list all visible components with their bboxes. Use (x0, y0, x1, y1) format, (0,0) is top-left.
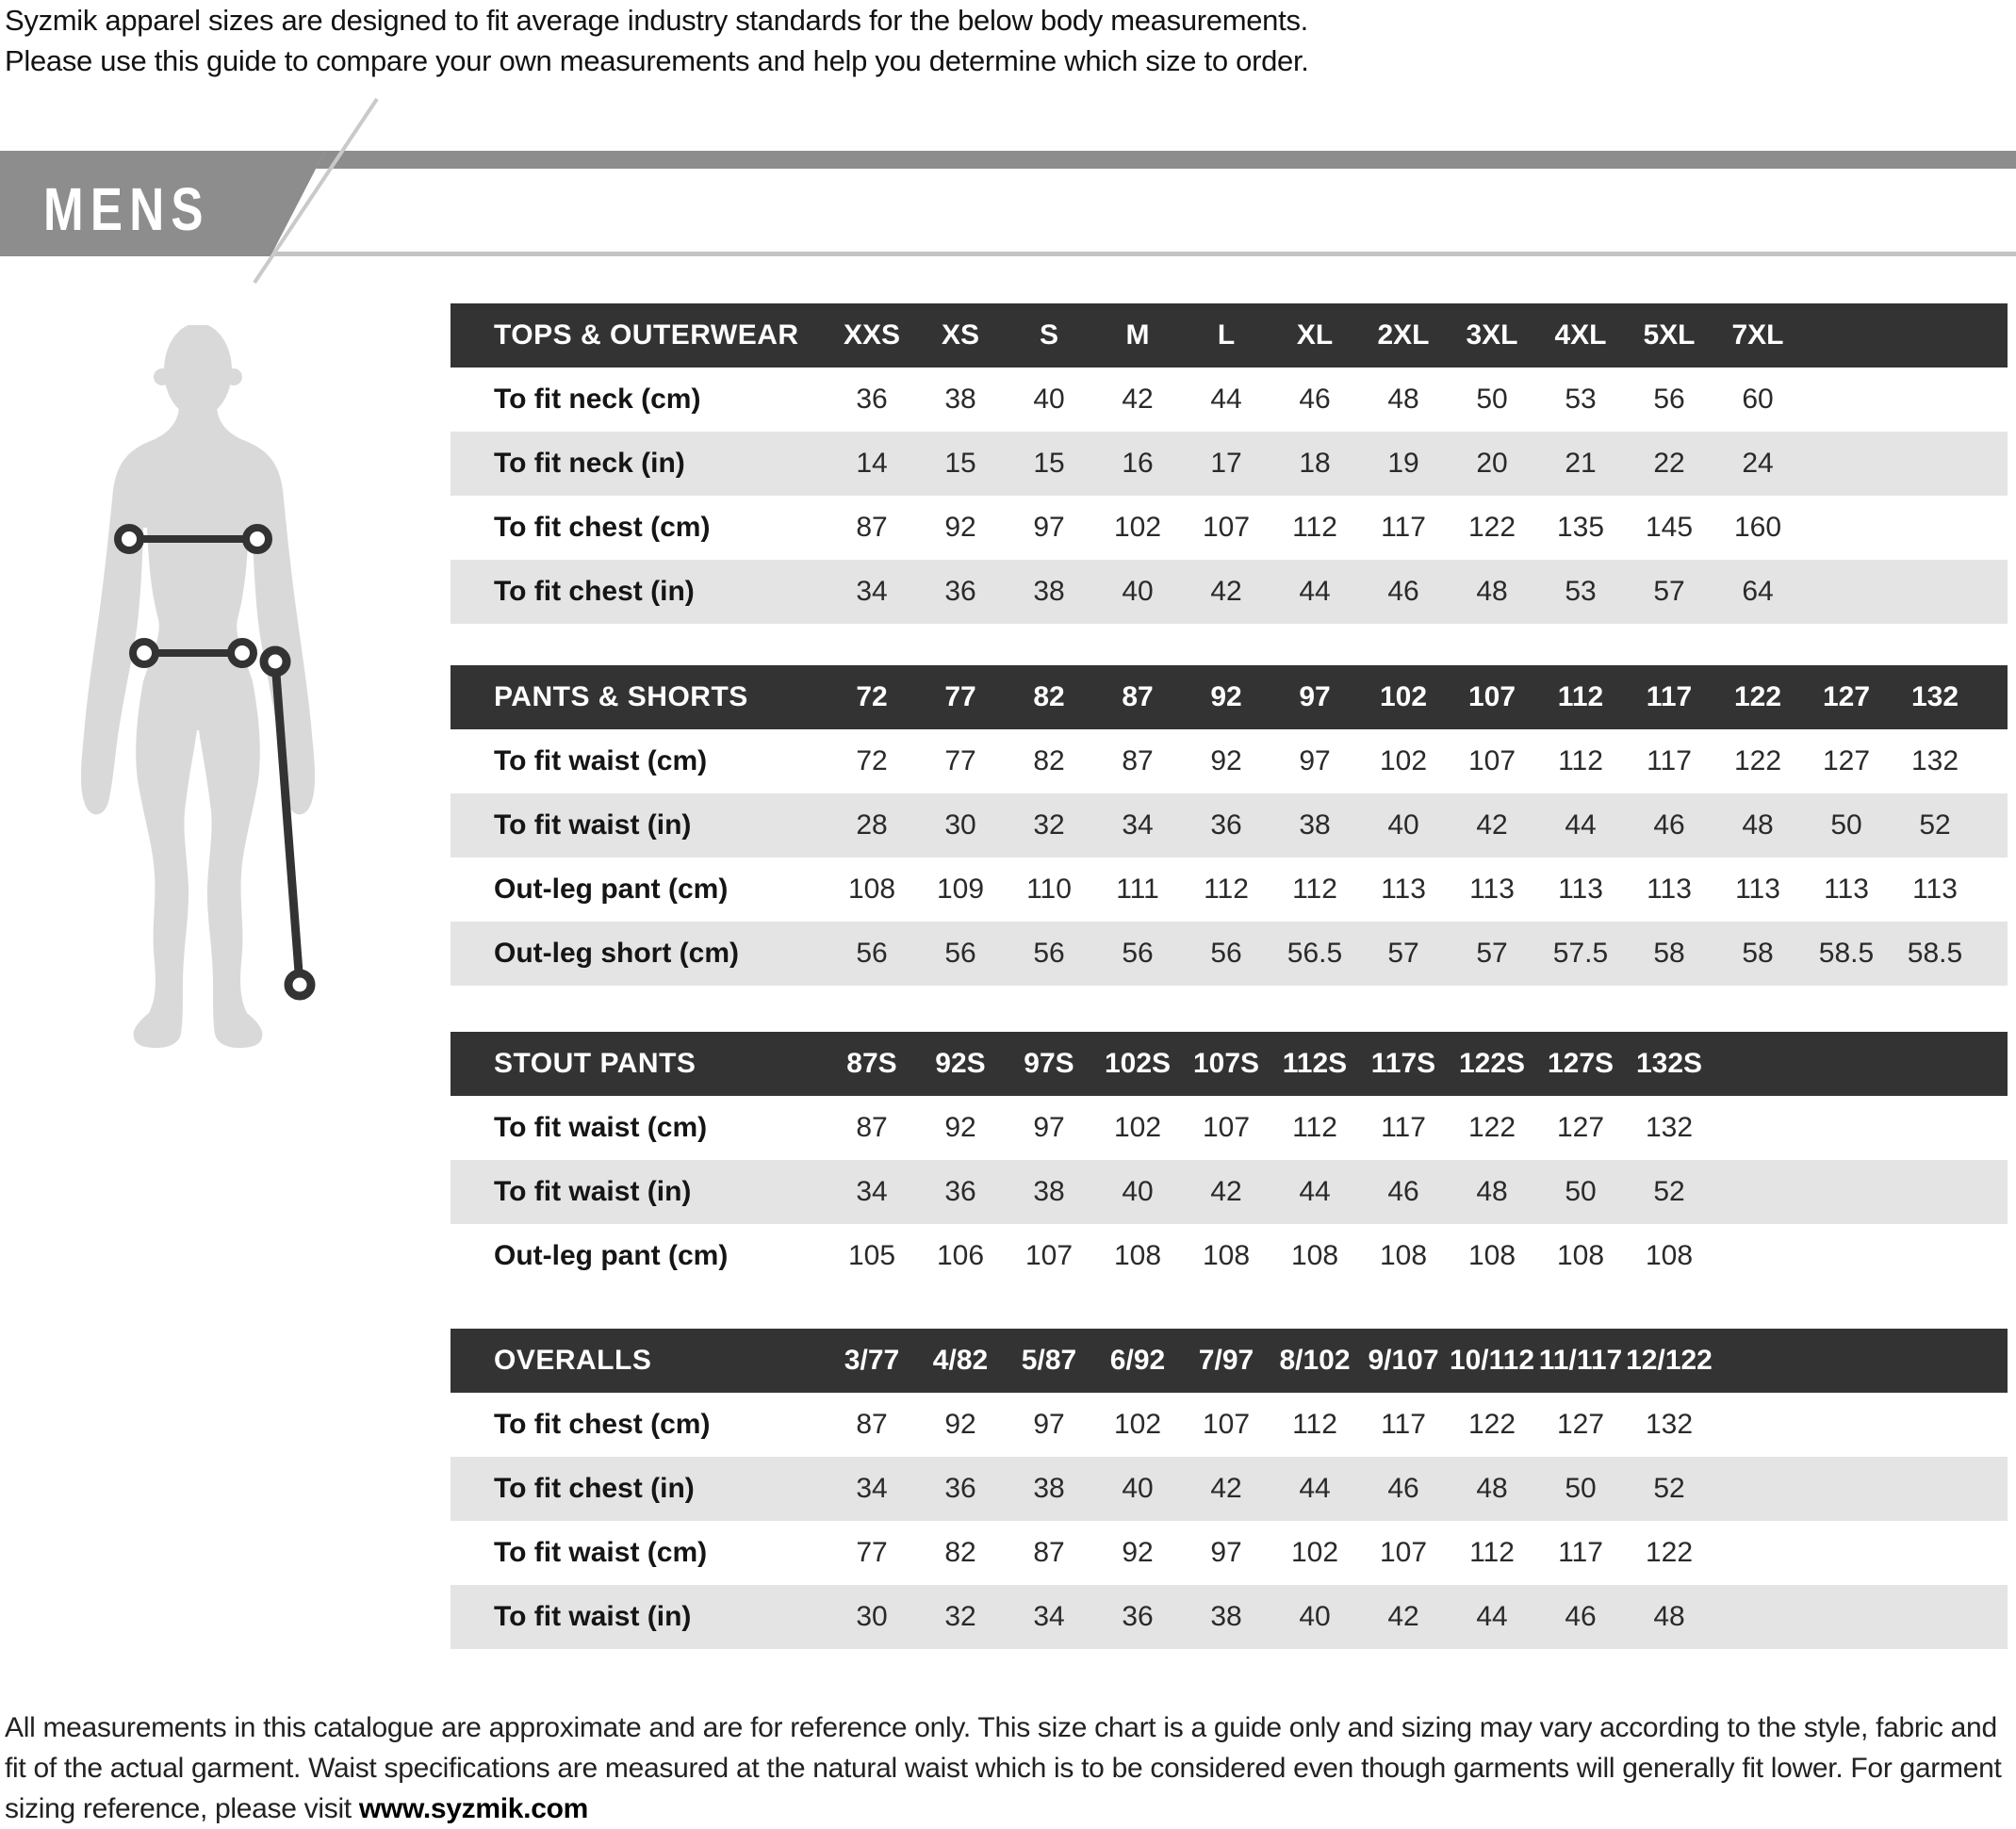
cell-value: 107 (1202, 1409, 1251, 1440)
cell-value: 112 (1469, 1537, 1515, 1568)
table-row (451, 496, 2008, 560)
cell-value: 77 (856, 1537, 888, 1568)
cell-value: 57 (1653, 576, 1685, 607)
cell-value: 44 (1299, 1176, 1331, 1207)
cell-value: 40 (1387, 809, 1419, 841)
table-title: PANTS & SHORTS (494, 681, 748, 712)
cell-value: 34 (856, 576, 888, 607)
row-label: Out-leg pant (cm) (494, 1240, 729, 1271)
table-row (451, 1585, 2008, 1649)
cell-value: 82 (944, 1537, 976, 1568)
cell-value: 122 (1467, 1409, 1516, 1440)
cell-value: 44 (1299, 576, 1331, 607)
size-table-pants-shorts (451, 665, 2008, 986)
cell-value: 50 (1476, 384, 1508, 415)
cell-value: 107 (1202, 512, 1251, 543)
column-header: 122 (1733, 681, 1782, 712)
cell-value: 127 (1556, 1112, 1605, 1143)
cell-value: 52 (1919, 809, 1951, 841)
cell-value: 87 (856, 1409, 888, 1440)
cell-value: 38 (1299, 809, 1331, 841)
column-header: 4XL (1554, 319, 1607, 351)
cell-value: 56 (1033, 938, 1065, 969)
table-row (451, 1096, 2008, 1160)
cell-value: 108 (1645, 1240, 1694, 1271)
column-header: 97S (1024, 1048, 1074, 1079)
cell-value: 122 (1733, 745, 1782, 776)
cell-value: 127 (1556, 1409, 1605, 1440)
size-table-overalls (451, 1329, 2008, 1649)
cell-value: 34 (856, 1473, 888, 1504)
table-row (451, 857, 2008, 922)
cell-value: 46 (1387, 1176, 1419, 1207)
column-header: L (1217, 319, 1236, 351)
cell-value: 122 (1645, 1537, 1694, 1568)
column-header: 117S (1370, 1048, 1436, 1079)
cell-value: 117 (1381, 512, 1426, 543)
row-label: To fit waist (in) (494, 1176, 692, 1207)
cell-value: 36 (944, 1176, 976, 1207)
cell-value: 40 (1299, 1601, 1331, 1632)
cell-value: 22 (1653, 448, 1685, 479)
size-table-stout-pants (451, 1032, 2008, 1288)
row-label: To fit waist (in) (494, 809, 692, 841)
disclaimer-body: All measurements in this catalogue are approximate and are for reference only. This size chart is a guide only and sizing may vary according to the style, fabric and fit of the actual garment. Waist specifications are measured at the natural waist which is to be considered even though garments will generally fit lower. For garment sizing reference, please visit (5, 1712, 2002, 1824)
cell-value: 108 (1556, 1240, 1605, 1271)
row-label: To fit chest (cm) (494, 512, 711, 543)
cell-value: 46 (1565, 1601, 1597, 1632)
cell-value: 87 (1033, 1537, 1065, 1568)
cell-value: 46 (1387, 576, 1419, 607)
cell-value: 56 (856, 938, 888, 969)
cell-value: 132 (1645, 1112, 1694, 1143)
column-header: 9/107 (1368, 1345, 1439, 1376)
cell-value: 56 (944, 938, 976, 969)
cell-value: 145 (1645, 512, 1694, 543)
cell-value: 42 (1210, 576, 1242, 607)
column-header: 7/97 (1198, 1345, 1254, 1376)
mens-banner-label: MENS (43, 175, 210, 243)
table-title: STOUT PANTS (494, 1048, 697, 1079)
cell-value: 97 (1033, 1409, 1065, 1440)
cell-value: 102 (1113, 512, 1162, 543)
column-header: M (1125, 319, 1150, 351)
cell-value: 50 (1830, 809, 1862, 841)
cell-value: 106 (936, 1240, 985, 1271)
cell-value: 38 (1033, 1176, 1065, 1207)
row-label: To fit neck (cm) (494, 384, 701, 415)
table-row (451, 1160, 2008, 1224)
cell-value: 113 (1469, 874, 1515, 905)
column-header: 132S (1635, 1048, 1703, 1079)
cell-value: 56.5 (1287, 938, 1343, 969)
column-header: 97 (1299, 681, 1331, 712)
cell-value: 92 (1210, 745, 1242, 776)
cell-value: 24 (1742, 448, 1774, 479)
cell-value: 108 (847, 874, 896, 905)
column-header: 4/82 (932, 1345, 989, 1376)
row-label: To fit waist (cm) (494, 1112, 708, 1143)
cell-value: 132 (1910, 745, 1959, 776)
cell-value: 160 (1733, 512, 1782, 543)
column-header: 107 (1467, 681, 1516, 712)
row-label: To fit chest (in) (494, 576, 695, 607)
cell-value: 113 (1912, 874, 1958, 905)
cell-value: 46 (1387, 1473, 1419, 1504)
cell-value: 72 (856, 745, 888, 776)
row-label: To fit waist (cm) (494, 1537, 708, 1568)
cell-value: 36 (1210, 809, 1242, 841)
cell-value: 40 (1122, 576, 1154, 607)
cell-value: 58.5 (1818, 938, 1875, 969)
cell-value: 113 (1647, 874, 1692, 905)
cell-value: 52 (1653, 1176, 1685, 1207)
cell-value: 48 (1476, 1176, 1508, 1207)
cell-value: 38 (1210, 1601, 1242, 1632)
cell-value: 38 (1033, 576, 1065, 607)
cell-value: 117 (1558, 1537, 1603, 1568)
cell-value: 111 (1116, 874, 1159, 905)
banner-bottom-line (270, 252, 2016, 256)
cell-value: 44 (1299, 1473, 1331, 1504)
cell-value: 113 (1558, 874, 1603, 905)
cell-value: 110 (1026, 874, 1072, 905)
cell-value: 44 (1565, 809, 1597, 841)
cell-value: 34 (1122, 809, 1154, 841)
table-row (451, 1521, 2008, 1585)
cell-value: 92 (944, 1409, 976, 1440)
table-row (451, 367, 2008, 432)
column-header: 82 (1033, 681, 1065, 712)
cell-value: 107 (1202, 1112, 1251, 1143)
table-header (451, 665, 2008, 729)
cell-value: 107 (1024, 1240, 1074, 1271)
cell-value: 44 (1210, 384, 1242, 415)
row-label: Out-leg short (cm) (494, 938, 739, 969)
cell-value: 108 (1379, 1240, 1428, 1271)
table-row (451, 729, 2008, 793)
column-header: 10/112 (1449, 1345, 1535, 1376)
cell-value: 102 (1379, 745, 1428, 776)
cell-value: 20 (1476, 448, 1508, 479)
cell-value: 18 (1299, 448, 1331, 479)
cell-value: 132 (1645, 1409, 1694, 1440)
cell-value: 122 (1467, 512, 1516, 543)
cell-value: 14 (856, 448, 888, 479)
cell-value: 15 (1033, 448, 1065, 479)
cell-value: 112 (1292, 1112, 1337, 1143)
cell-value: 17 (1210, 448, 1242, 479)
column-header: 5XL (1643, 319, 1696, 351)
cell-value: 21 (1565, 448, 1597, 479)
cell-value: 117 (1647, 745, 1692, 776)
cell-value: 42 (1210, 1176, 1242, 1207)
table-title: OVERALLS (494, 1345, 652, 1376)
cell-value: 102 (1113, 1409, 1162, 1440)
cell-value: 50 (1565, 1473, 1597, 1504)
column-header: 117 (1646, 681, 1693, 712)
row-label: Out-leg pant (cm) (494, 874, 729, 905)
column-header: 12/122 (1626, 1345, 1713, 1376)
column-header: XXS (843, 319, 901, 351)
cell-value: 28 (856, 809, 888, 841)
row-label: To fit neck (in) (494, 448, 685, 479)
table-header (451, 303, 2008, 367)
cell-value: 56 (1122, 938, 1154, 969)
cell-value: 92 (944, 512, 976, 543)
cell-value: 48 (1387, 384, 1419, 415)
cell-value: 127 (1822, 745, 1871, 776)
table-header (451, 1032, 2008, 1096)
cell-value: 50 (1565, 1176, 1597, 1207)
table-row (451, 793, 2008, 857)
cell-value: 105 (847, 1240, 896, 1271)
column-header: 102 (1379, 681, 1428, 712)
cell-value: 108 (1113, 1240, 1162, 1271)
cell-value: 117 (1381, 1409, 1426, 1440)
cell-value: 108 (1202, 1240, 1251, 1271)
column-header: 8/102 (1279, 1345, 1351, 1376)
column-header: 127 (1822, 681, 1871, 712)
table-row (451, 560, 2008, 624)
column-header: 7XL (1731, 319, 1784, 351)
table-title: TOPS & OUTERWEAR (494, 319, 799, 351)
cell-value: 15 (944, 448, 976, 479)
cell-value: 44 (1476, 1601, 1508, 1632)
cell-value: 30 (856, 1601, 888, 1632)
cell-value: 48 (1742, 809, 1774, 841)
cell-value: 56 (1210, 938, 1242, 969)
column-header: 112 (1557, 681, 1604, 712)
cell-value: 102 (1113, 1112, 1162, 1143)
cell-value: 87 (856, 1112, 888, 1143)
row-label: To fit waist (cm) (494, 745, 708, 776)
column-header: 72 (856, 681, 888, 712)
column-header: 92 (1210, 681, 1242, 712)
website-link: www.syzmik.com (358, 1793, 589, 1824)
cell-value: 19 (1387, 448, 1419, 479)
cell-value: 112 (1204, 874, 1249, 905)
cell-value: 48 (1476, 1473, 1508, 1504)
cell-value: 109 (936, 874, 985, 905)
cell-value: 38 (944, 384, 976, 415)
column-header: S (1039, 319, 1058, 351)
cell-value: 135 (1556, 512, 1605, 543)
cell-value: 32 (944, 1601, 976, 1632)
cell-value: 34 (856, 1176, 888, 1207)
size-table-tops-outerwear (451, 303, 2008, 624)
cell-value: 52 (1653, 1473, 1685, 1504)
intro-text (5, 0, 1309, 81)
column-header: 112S (1282, 1048, 1348, 1079)
cell-value: 113 (1824, 874, 1869, 905)
cell-value: 42 (1387, 1601, 1419, 1632)
cell-value: 36 (944, 576, 976, 607)
cell-value: 48 (1476, 576, 1508, 607)
cell-value: 64 (1742, 576, 1774, 607)
cell-value: 57.5 (1552, 938, 1609, 969)
cell-value: 42 (1476, 809, 1508, 841)
table-header (451, 1329, 2008, 1393)
cell-value: 32 (1033, 809, 1065, 841)
cell-value: 97 (1210, 1537, 1242, 1568)
cell-value: 16 (1122, 448, 1154, 479)
cell-value: 92 (944, 1112, 976, 1143)
cell-value: 40 (1122, 1176, 1154, 1207)
cell-value: 53 (1565, 576, 1597, 607)
column-header: 5/87 (1021, 1345, 1077, 1376)
cell-value: 117 (1381, 1112, 1426, 1143)
row-label: To fit chest (in) (494, 1473, 695, 1504)
column-header: 87 (1122, 681, 1154, 712)
cell-value: 113 (1381, 874, 1426, 905)
column-header: 122S (1458, 1048, 1526, 1079)
column-header: 127S (1547, 1048, 1614, 1079)
cell-value: 112 (1558, 745, 1603, 776)
cell-value: 77 (944, 745, 976, 776)
cell-value: 57 (1476, 938, 1508, 969)
cell-value: 58.5 (1907, 938, 1963, 969)
cell-value: 97 (1033, 512, 1065, 543)
body-silhouette (77, 325, 330, 1051)
column-header: 107S (1192, 1048, 1260, 1079)
column-header: 3/77 (844, 1345, 900, 1376)
cell-value: 42 (1122, 384, 1154, 415)
table-row (451, 432, 2008, 496)
cell-value: 108 (1290, 1240, 1339, 1271)
cell-value: 40 (1122, 1473, 1154, 1504)
cell-value: 36 (944, 1473, 976, 1504)
cell-value: 107 (1379, 1537, 1428, 1568)
column-header: 11/117 (1538, 1345, 1623, 1376)
cell-value: 34 (1033, 1601, 1065, 1632)
cell-value: 48 (1653, 1601, 1685, 1632)
cell-value: 42 (1210, 1473, 1242, 1504)
column-header: 92S (935, 1048, 986, 1079)
row-label: To fit chest (cm) (494, 1409, 711, 1440)
cell-value: 113 (1735, 874, 1780, 905)
column-header: 77 (944, 681, 976, 712)
cell-value: 97 (1299, 745, 1331, 776)
cell-value: 46 (1653, 809, 1685, 841)
cell-value: 82 (1033, 745, 1065, 776)
row-label: To fit waist (in) (494, 1601, 692, 1632)
cell-value: 108 (1467, 1240, 1516, 1271)
cell-value: 112 (1292, 1409, 1337, 1440)
cell-value: 87 (1122, 745, 1154, 776)
cell-value: 46 (1299, 384, 1331, 415)
cell-value: 56 (1653, 384, 1685, 415)
column-header: 6/92 (1109, 1345, 1166, 1376)
column-header: XL (1296, 319, 1334, 351)
cell-value: 112 (1292, 874, 1337, 905)
cell-value: 87 (856, 512, 888, 543)
column-header: XS (941, 319, 980, 351)
intro-line-2: Please use this guide to compare your own measurements and help you determine which size to order. (5, 44, 1309, 77)
intro-line-1: Syzmik apparel sizes are designed to fit average industry standards for the below body measurements. (5, 4, 1308, 37)
cell-value: 97 (1033, 1112, 1065, 1143)
column-header: 132 (1910, 681, 1959, 712)
mens-banner (0, 94, 2016, 297)
cell-value: 92 (1122, 1537, 1154, 1568)
cell-value: 112 (1292, 512, 1337, 543)
cell-value: 30 (944, 809, 976, 841)
disclaimer-text (5, 1707, 2012, 1829)
column-header: 87S (846, 1048, 897, 1079)
cell-value: 36 (1122, 1601, 1154, 1632)
column-header: 3XL (1466, 319, 1518, 351)
cell-value: 53 (1565, 384, 1597, 415)
column-header: 102S (1104, 1048, 1172, 1079)
cell-value: 36 (856, 384, 888, 415)
cell-value: 40 (1033, 384, 1065, 415)
cell-value: 102 (1290, 1537, 1339, 1568)
cell-value: 60 (1742, 384, 1774, 415)
cell-value: 107 (1467, 745, 1516, 776)
cell-value: 122 (1467, 1112, 1516, 1143)
table-row (451, 922, 2008, 986)
table-row (451, 1393, 2008, 1457)
cell-value: 58 (1742, 938, 1774, 969)
table-row (451, 1224, 2008, 1288)
table-row (451, 1457, 2008, 1521)
column-header: 2XL (1377, 319, 1430, 351)
banner-top-strip (316, 151, 2016, 169)
cell-value: 38 (1033, 1473, 1065, 1504)
cell-value: 58 (1653, 938, 1685, 969)
cell-value: 57 (1387, 938, 1419, 969)
